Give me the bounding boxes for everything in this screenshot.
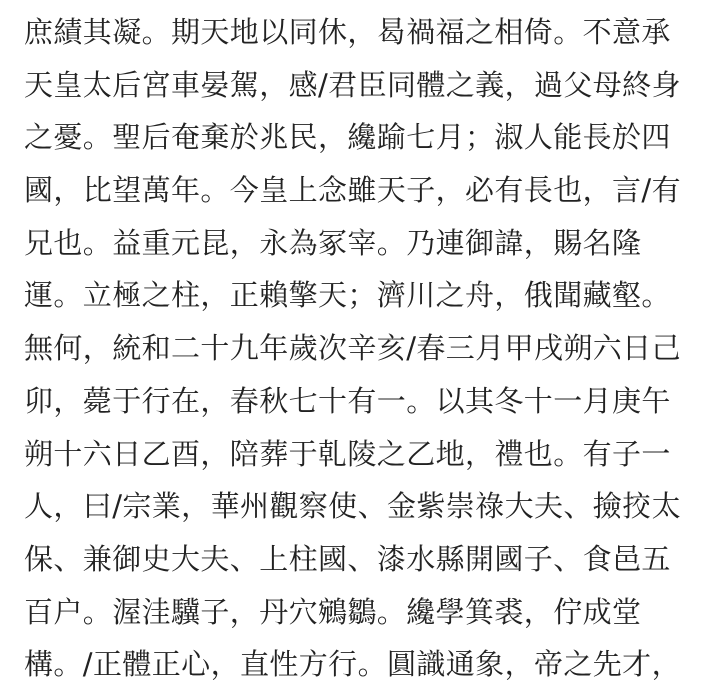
- text-line: 卯，薨于行在，春秋七十有一。以其冬十一月庚午: [24, 383, 671, 418]
- text-line: 庶績其凝。期天地以同休，曷禍福之相倚。不意承: [24, 15, 671, 49]
- text-line: 人，曰/宗業，華州觀察使、金紫崇祿大夫、撿挍太: [24, 489, 681, 524]
- text-line: 百户。渥洼驥子，丹穴鵷鶵。纔學箕裘，佇成堂: [24, 594, 642, 629]
- text-line: 保、兼御史大夫、上柱國、漆水縣開國子、食邑五: [24, 541, 671, 576]
- text-line: 無何，統和二十九年歲次辛亥/春三月甲戌朔六日己: [24, 331, 681, 366]
- body-text: [24, 6, 694, 691]
- text-line: 運。立極之柱，正賴擎天；濟川之舟，俄聞藏壑。: [24, 278, 671, 313]
- text-line: 國，比望萬年。今皇上念雖天子，必有長也，言/有: [24, 173, 681, 208]
- text-line: 天皇太后宮車晏駕，感/君臣同體之義，過父母終身: [24, 67, 681, 102]
- text-line: 構。/正體正心，直性方行。圓識通象，帝之先才，: [24, 647, 681, 682]
- text-line: 朔十六日乙酉，陪葬于乹陵之乙地，禮也。有子一: [24, 436, 671, 471]
- text-line: 之憂。聖后奄棄於兆民，纔踰七月；淑人能長於四: [24, 120, 671, 155]
- text-line: 兄也。益重元昆，永為冢宰。乃連御諱，賜名隆: [24, 225, 642, 260]
